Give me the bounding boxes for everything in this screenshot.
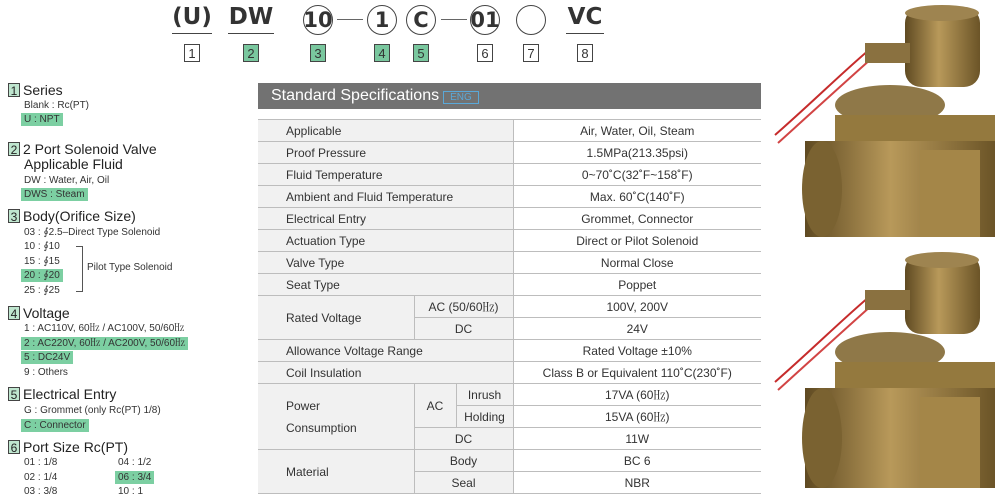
code-body: 10 xyxy=(303,5,333,35)
table-row: Seal NBR xyxy=(258,472,761,494)
valve-photo-bottom xyxy=(770,252,995,492)
table-row: Proof Pressure 1.5MPa(213.35psi) xyxy=(258,142,761,164)
code-voltage: 1 xyxy=(367,5,397,35)
spec-title-bar xyxy=(258,83,761,109)
legend-fluid-title: 2 2 Port Solenoid Valve xyxy=(8,142,157,157)
code-num-6: 6 xyxy=(477,44,493,62)
code-num-4: 4 xyxy=(374,44,390,62)
spec-title: Standard Specifications xyxy=(271,87,440,104)
table-row: DC 11W xyxy=(258,428,761,450)
code-num-7: 7 xyxy=(523,44,539,62)
table-row: Power Consumption AC Inrush 17VA (60㎐) xyxy=(258,384,761,406)
legend-voltage-title: 4 Voltage xyxy=(8,306,70,321)
table-row: Holding 15VA (60㎐) xyxy=(258,406,761,428)
legend-series-title: 1 Series xyxy=(8,83,63,98)
code-num-2: 2 xyxy=(243,44,259,62)
table-row: Actuation Type Direct or Pilot Solenoid xyxy=(258,230,761,252)
table-row: Allowance Voltage Range Rated Voltage ±10% xyxy=(258,340,761,362)
code-num-8: 8 xyxy=(577,44,593,62)
code-entry: C xyxy=(406,5,436,35)
legend-port-title: 6 Port Size Rc(PT) xyxy=(8,440,128,455)
table-row: Ambient and Fluid Temperature Max. 60˚C(140˚F) xyxy=(258,186,761,208)
valve-photo-top xyxy=(770,5,995,237)
table-row: DC 24V xyxy=(258,318,761,340)
table-row: Fluid Temperature 0~70˚C(32˚F~158˚F) xyxy=(258,164,761,186)
table-row: Applicable Air, Water, Oil, Steam xyxy=(258,120,761,142)
code-num-5: 5 xyxy=(413,44,429,62)
code-series: (U) xyxy=(172,4,212,30)
table-row: Material Body BC 6 xyxy=(258,450,761,472)
eng-button[interactable]: ENG xyxy=(443,91,479,104)
legend-body-title: 3 Body(Orifice Size) xyxy=(8,209,136,224)
table-row: Electrical Entry Grommet, Connector xyxy=(258,208,761,230)
code-port: 01 xyxy=(470,5,500,35)
code-num-1: 1 xyxy=(184,44,200,62)
table-row: Coil Insulation Class B or Equivalent 110˚C(230˚F) xyxy=(258,362,761,384)
table-row: Valve Type Normal Close xyxy=(258,252,761,274)
code-num-3: 3 xyxy=(310,44,326,62)
spec-table xyxy=(258,119,761,494)
table-row: Seat Type Poppet xyxy=(258,274,761,296)
code-option-empty xyxy=(516,5,546,35)
table-row: Rated Voltage AC (50/60㎐) 100V, 200V xyxy=(258,296,761,318)
code-fluid: DW xyxy=(228,4,274,30)
legend-entry-title: 5 Electrical Entry xyxy=(8,387,116,402)
code-suffix: VC xyxy=(567,4,603,30)
